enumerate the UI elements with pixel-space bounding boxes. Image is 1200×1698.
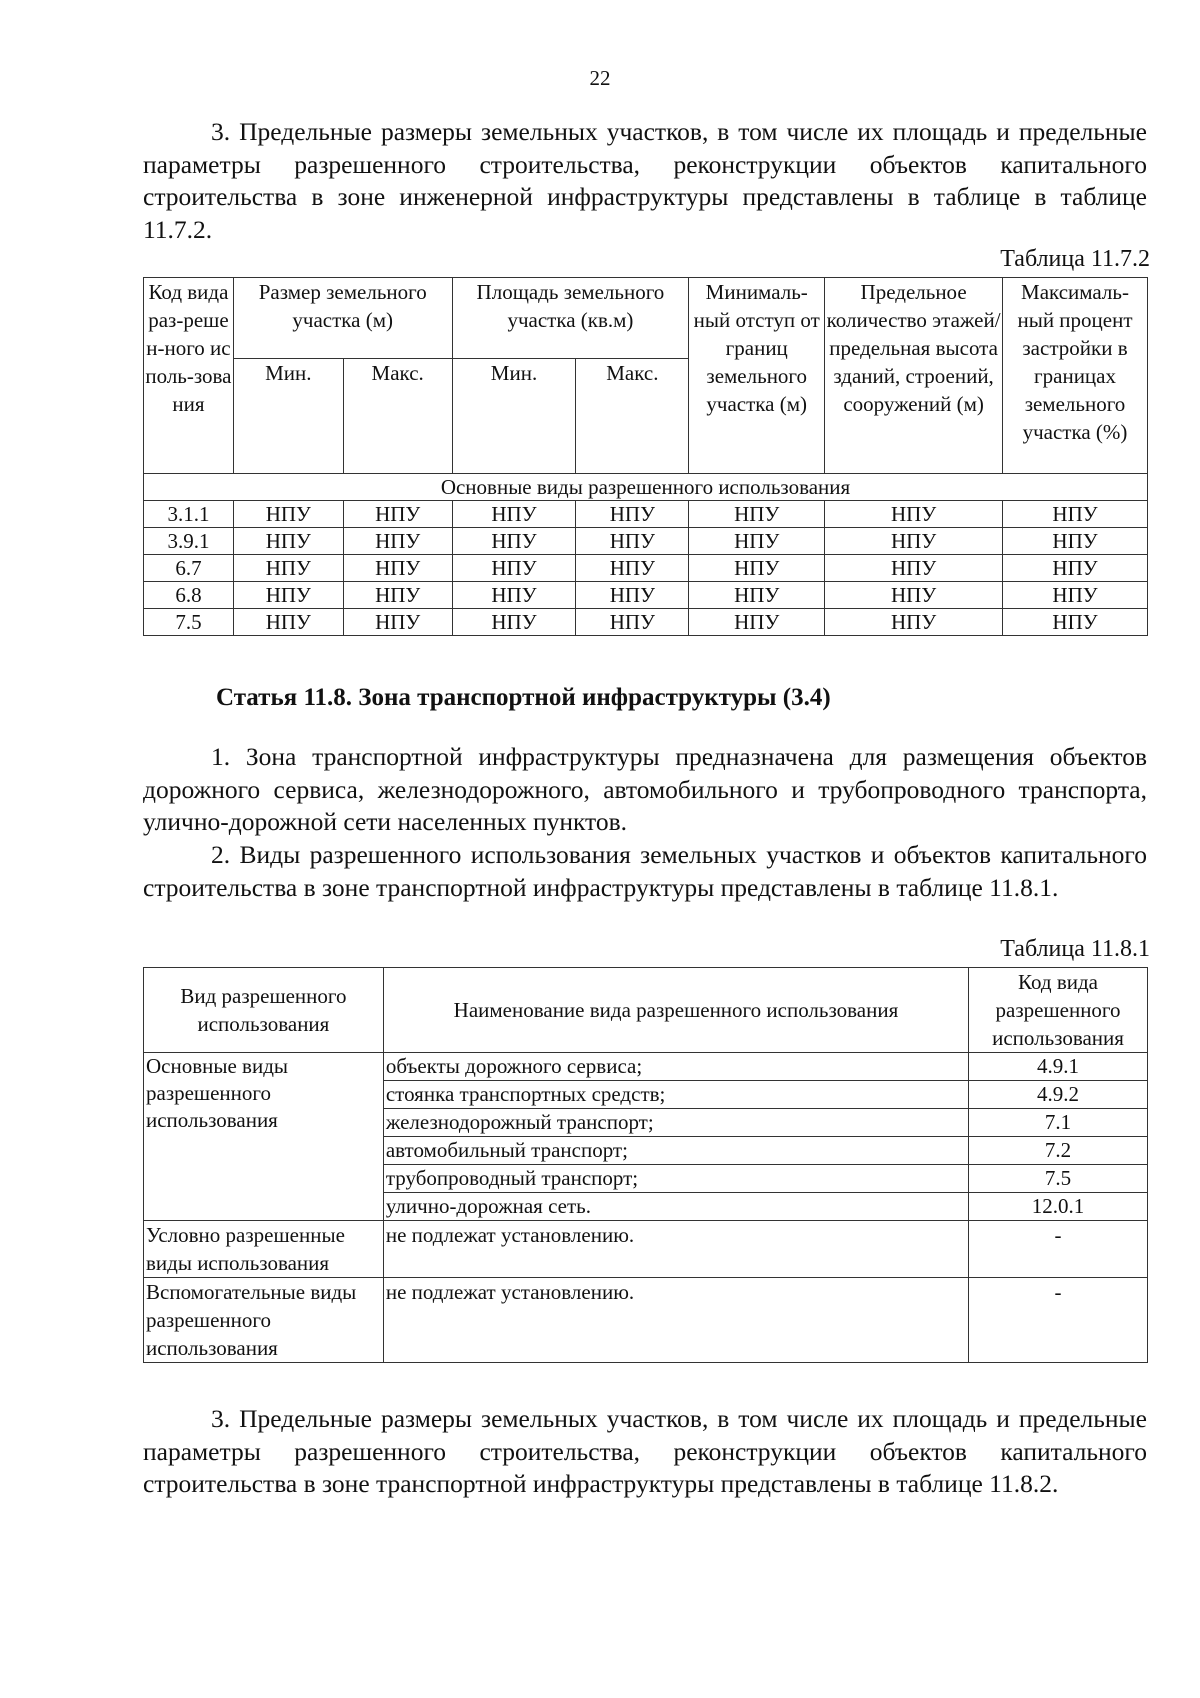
cell: НПУ	[343, 555, 452, 582]
cell: НПУ	[1003, 555, 1148, 582]
header-size-max: Макс.	[343, 359, 452, 474]
header-area-max: Макс.	[576, 359, 689, 474]
paragraph-3-limits-engineering: 3. Предельные размеры земельных участков, в том числе их площадь и предельные параметры разрешенного строительства, реконструкции объектов капитального строительства в зоне инженерной инфраструктуры представлены в таблице в таблице 11.7.2.	[143, 117, 1147, 244]
paragraph-1-zone-purpose: 1. Зона транспортной инфраструктуры предназначена для размещения объектов дорожного сервиса, железнодорожного, автомобильного и трубопроводного транспорта, улично-дорожной сети населенных пунктов.	[143, 742, 1147, 836]
cell: НПУ	[576, 528, 689, 555]
paragraph-3-limits-transport: 3. Предельные размеры земельных участков, в том числе их площадь и предельные параметры разрешенного строительства, реконструкции объектов капитального строительства в зоне транспортной инфраструктуры представлены в таблице 11.8.2.	[143, 1404, 1147, 1498]
table-11-8-1	[143, 967, 1148, 1363]
use-code: 7.2	[969, 1137, 1148, 1165]
table-row	[144, 555, 1148, 582]
auxiliary-uses-code: -	[969, 1278, 1148, 1363]
table-11-8-1-caption: Таблица 11.8.1	[1000, 936, 1150, 962]
use-name: железнодорожный транспорт;	[383, 1109, 968, 1137]
header-use-name: Наименование вида разрешенного использования	[383, 968, 968, 1053]
use-code: 12.0.1	[969, 1193, 1148, 1221]
cell: НПУ	[576, 582, 689, 609]
header-code: Код вида раз-решен-ного исполь-зования	[144, 278, 234, 474]
cell: НПУ	[1003, 528, 1148, 555]
cell: НПУ	[689, 555, 825, 582]
cell: НПУ	[1003, 609, 1148, 636]
cell: НПУ	[452, 528, 576, 555]
table-row	[144, 1278, 1148, 1363]
cell: НПУ	[1003, 582, 1148, 609]
table-header-row	[144, 968, 1148, 1053]
header-floors-height: Предельное количество этажей/ предельная высота зданий, строений, сооружений (м)	[825, 278, 1003, 474]
cell: НПУ	[233, 555, 343, 582]
table-row	[144, 1221, 1148, 1278]
cell: НПУ	[825, 555, 1003, 582]
header-use-type: Вид разрешенного использования	[144, 968, 384, 1053]
cell: НПУ	[1003, 501, 1148, 528]
cell: НПУ	[825, 528, 1003, 555]
header-size-min: Мин.	[233, 359, 343, 474]
header-max-percent: Максималь-ный процент застройки в границах земельного участка (%)	[1003, 278, 1148, 474]
cell: НПУ	[576, 609, 689, 636]
use-code: 7.1	[969, 1109, 1148, 1137]
section-row	[144, 474, 1148, 501]
article-heading: Статья 11.8. Зона транспортной инфраструктуры (3.4)	[216, 684, 831, 711]
cell: НПУ	[825, 609, 1003, 636]
table-header-row	[144, 278, 1148, 359]
header-plot-area: Площадь земельного участка (кв.м)	[452, 278, 689, 359]
cell: НПУ	[233, 609, 343, 636]
cell: НПУ	[343, 609, 452, 636]
cell: НПУ	[343, 528, 452, 555]
header-use-code: Код вида разрешенного использования	[969, 968, 1148, 1053]
cell: НПУ	[452, 582, 576, 609]
use-code: 7.5	[969, 1165, 1148, 1193]
cell: НПУ	[825, 582, 1003, 609]
cell: НПУ	[452, 501, 576, 528]
table-row	[144, 1053, 1148, 1081]
table-row	[144, 609, 1148, 636]
cell: НПУ	[576, 501, 689, 528]
conditional-uses-code: -	[969, 1221, 1148, 1278]
cell: НПУ	[689, 582, 825, 609]
use-name: объекты дорожного сервиса;	[383, 1053, 968, 1081]
cell: НПУ	[233, 528, 343, 555]
table-11-7-2	[143, 277, 1148, 636]
table-row	[144, 528, 1148, 555]
conditional-uses-label: Условно разрешенные виды использования	[144, 1221, 384, 1278]
table-row	[144, 501, 1148, 528]
main-uses-label: Основные виды разрешенного использования	[144, 1053, 384, 1221]
cell: НПУ	[689, 501, 825, 528]
cell: НПУ	[343, 582, 452, 609]
use-name: автомобильный транспорт;	[383, 1137, 968, 1165]
cell: 3.1.1	[144, 501, 234, 528]
use-code: 4.9.1	[969, 1053, 1148, 1081]
auxiliary-uses-label: Вспомогательные виды разрешенного использования	[144, 1278, 384, 1363]
cell: НПУ	[689, 609, 825, 636]
cell: НПУ	[343, 501, 452, 528]
header-min-offset: Минималь-ный отступ от границ земельного участка (м)	[689, 278, 825, 474]
use-name: трубопроводный транспорт;	[383, 1165, 968, 1193]
cell: 6.8	[144, 582, 234, 609]
auxiliary-uses-name: не подлежат установлению.	[383, 1278, 968, 1363]
section-main-uses: Основные виды разрешенного использования	[144, 474, 1148, 501]
cell: НПУ	[452, 555, 576, 582]
use-name: улично-дорожная сеть.	[383, 1193, 968, 1221]
cell: 3.9.1	[144, 528, 234, 555]
use-code: 4.9.2	[969, 1081, 1148, 1109]
table-row	[144, 582, 1148, 609]
cell: НПУ	[233, 501, 343, 528]
header-area-min: Мин.	[452, 359, 576, 474]
table-11-7-2-caption: Таблица 11.7.2	[1000, 246, 1150, 272]
cell: 6.7	[144, 555, 234, 582]
cell: НПУ	[825, 501, 1003, 528]
conditional-uses-name: не подлежат установлению.	[383, 1221, 968, 1278]
page-number: 22	[589, 66, 611, 90]
paragraph-2-uses: 2. Виды разрешенного использования земельных участков и объектов капитального строительства в зоне транспортной инфраструктуры представлены в таблице 11.8.1.	[143, 840, 1147, 902]
cell: НПУ	[689, 528, 825, 555]
cell: 7.5	[144, 609, 234, 636]
cell: НПУ	[452, 609, 576, 636]
header-plot-size: Размер земельного участка (м)	[233, 278, 452, 359]
cell: НПУ	[576, 555, 689, 582]
cell: НПУ	[233, 582, 343, 609]
use-name: стоянка транспортных средств;	[383, 1081, 968, 1109]
